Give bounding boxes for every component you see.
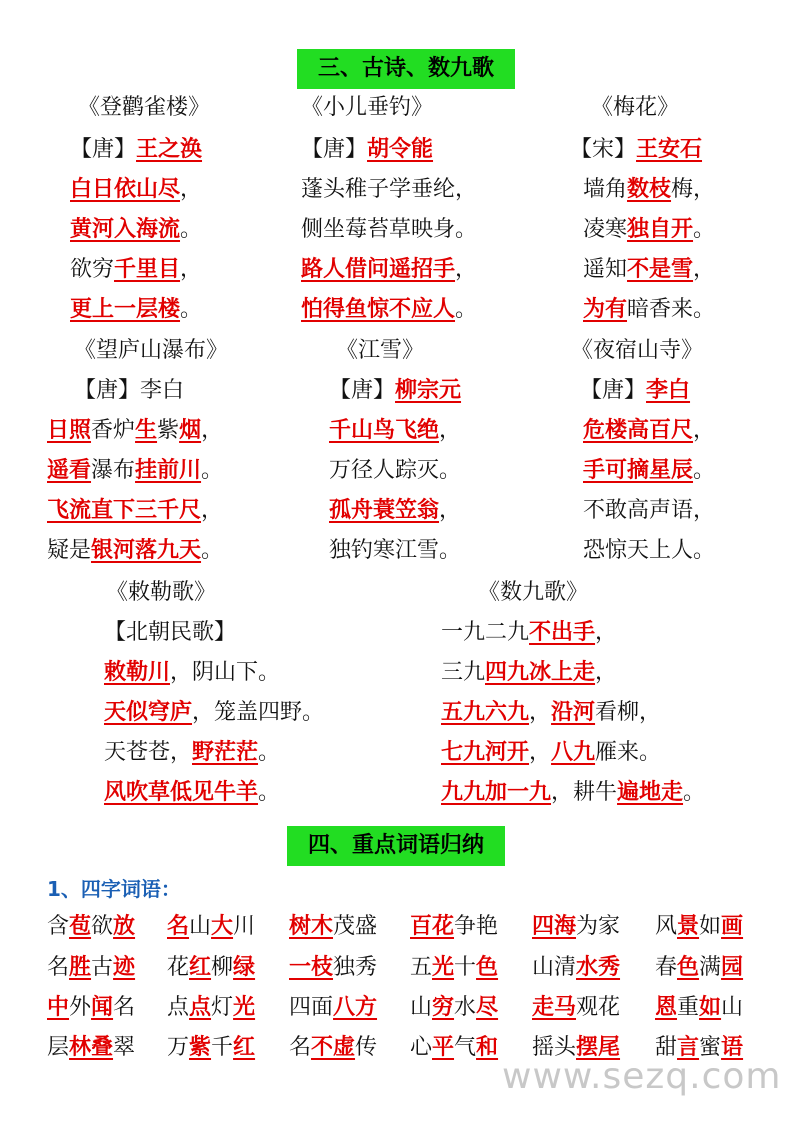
plain-text: ， (439, 498, 462, 523)
highlighted-text: 危楼高百尺 (583, 418, 694, 443)
plain-text: 【唐】 (70, 137, 137, 162)
plain-text: 。 (258, 780, 281, 805)
plain-text: 不敢高声语， (583, 498, 716, 523)
poem-line (301, 216, 477, 244)
highlighted-text: 飞流直下三千尺 (47, 498, 202, 523)
plain-text: 凌寒 (583, 217, 628, 242)
plain-text: 观花 (576, 995, 621, 1020)
idiom-item (532, 994, 620, 1022)
poem-author (441, 619, 617, 647)
poem-line (104, 699, 324, 727)
highlighted-text: 色 (677, 955, 700, 980)
idiom-item (289, 994, 377, 1022)
plain-text: ， (180, 177, 203, 202)
plain-text: 心 (410, 1035, 433, 1060)
plain-text: 。 (201, 458, 224, 483)
highlighted-text: 沿河 (551, 700, 596, 725)
plain-text: 外 (69, 995, 92, 1020)
poem-author (104, 619, 236, 647)
poem-line (441, 739, 661, 767)
plain-text: 摇头 (532, 1035, 577, 1060)
plain-text: ， (595, 620, 618, 645)
highlighted-text: 水秀 (576, 955, 621, 980)
highlighted-text: 红 (189, 955, 212, 980)
plain-text: ，耕牛 (551, 780, 618, 805)
highlighted-text: 胡令能 (367, 137, 434, 162)
poem-title: 《夜宿山寺》 (571, 338, 704, 363)
plain-text: 千 (211, 1035, 234, 1060)
plain-text: 【唐】 (329, 378, 396, 403)
highlighted-text: 九九加一九 (441, 780, 552, 805)
plain-text: 。 (180, 217, 203, 242)
plain-text: 独钓寒江雪。 (329, 538, 462, 563)
plain-text: 【唐】 (580, 378, 647, 403)
highlighted-text: 如 (699, 995, 722, 1020)
plain-text: 欲穷 (70, 257, 115, 282)
highlighted-text: 恩 (655, 995, 678, 1020)
highlighted-text: 树木 (289, 914, 334, 939)
poem-line (329, 417, 461, 445)
plain-text: 层 (47, 1035, 70, 1060)
highlighted-text: 点 (189, 995, 212, 1020)
plain-text: 茂盛 (333, 914, 378, 939)
plain-text: ，笼盖四野。 (192, 700, 325, 725)
poem-line (329, 457, 461, 485)
plain-text: 重 (677, 995, 700, 1020)
highlighted-text: 走马 (532, 995, 577, 1020)
highlighted-text: 绿 (233, 955, 256, 980)
highlighted-text: 四海 (532, 914, 577, 939)
highlighted-text: 李白 (646, 378, 691, 403)
idiom-item (532, 954, 620, 982)
plain-text: 恐惊天上人。 (583, 538, 716, 563)
words-subtitle: 1、四字词语： (47, 877, 181, 901)
plain-text: 三九 (441, 660, 486, 685)
plain-text: ， (693, 418, 716, 443)
poem-line (583, 216, 715, 244)
highlighted-text: 王安石 (636, 137, 703, 162)
plain-text: ， (693, 257, 716, 282)
highlighted-text: 路人借问遥招手 (301, 257, 456, 282)
poem-author (301, 136, 433, 164)
plain-text: 点 (167, 995, 190, 1020)
poem-author (70, 136, 202, 164)
highlighted-text: 天似穹庐 (104, 700, 193, 725)
highlighted-text: 闻 (91, 995, 114, 1020)
plain-text: 名 (113, 995, 136, 1020)
plain-text: 灯 (211, 995, 234, 1020)
plain-text: 【北朝民歌】 (104, 620, 237, 645)
highlighted-text: 柳宗元 (395, 378, 462, 403)
plain-text: 传 (355, 1035, 378, 1060)
plain-text: ， (529, 700, 552, 725)
highlighted-text: 一枝 (289, 955, 334, 980)
plain-text: 万径人踪灭。 (329, 458, 462, 483)
plain-text: 四面 (289, 995, 334, 1020)
highlighted-text: 五九六九 (441, 700, 530, 725)
poem-title: 《小儿垂钓》 (301, 95, 434, 120)
plain-text: 遥知 (583, 257, 628, 282)
poem-title: 《数九歌》 (478, 580, 589, 605)
plain-text: 春 (655, 955, 678, 980)
plain-text: 香炉 (91, 418, 136, 443)
plain-text: 含 (47, 914, 70, 939)
highlighted-text: 独自开 (627, 217, 694, 242)
plain-text: 。 (683, 780, 706, 805)
section-title-words: 四、重点词语归纳 (287, 826, 505, 866)
plain-text: 名 (47, 955, 70, 980)
idiom-item (410, 954, 498, 982)
plain-text: ， (201, 418, 224, 443)
plain-text: 一九二九 (441, 620, 530, 645)
poem-line (70, 176, 202, 204)
plain-text: 蓬头稚子学垂纶， (301, 177, 478, 202)
highlighted-text: 手可摘星辰 (583, 458, 694, 483)
poem-line (329, 537, 461, 565)
idiom-item (47, 1034, 135, 1062)
plain-text: 名 (289, 1035, 312, 1060)
idiom-item (655, 994, 743, 1022)
highlighted-text: 白日依山尽 (70, 177, 181, 202)
plain-text: 山 (721, 995, 744, 1020)
plain-text: 。 (258, 740, 281, 765)
plain-text: 翠 (113, 1035, 136, 1060)
idiom-item (167, 913, 255, 941)
poem-line (104, 739, 280, 767)
section-title-poems: 三、古诗、数九歌 (297, 49, 515, 89)
poem-line (583, 497, 715, 525)
poem-title: 《望庐山瀑布》 (74, 338, 229, 363)
poem-line (47, 497, 223, 525)
highlighted-text: 红 (233, 1035, 256, 1060)
plain-text: 雁来。 (595, 740, 662, 765)
plain-text: 川 (233, 914, 256, 939)
plain-text: 风 (655, 914, 678, 939)
poem-line (583, 256, 715, 284)
highlighted-text: 八方 (333, 995, 378, 1020)
plain-text: 独秀 (333, 955, 378, 980)
plain-text: 山清 (532, 955, 577, 980)
poem-line (47, 537, 223, 565)
plain-text: ， (595, 660, 618, 685)
plain-text: ， (439, 418, 462, 443)
plain-text: 墙角 (583, 177, 628, 202)
plain-text: 柳 (211, 955, 234, 980)
highlighted-text: 和 (476, 1035, 499, 1060)
poem-title: 《江雪》 (336, 338, 425, 363)
highlighted-text: 敕勒川 (104, 660, 171, 685)
plain-text: ， (455, 257, 478, 282)
idiom-item (289, 913, 377, 941)
plain-text: 山 (410, 995, 433, 1020)
watermark: www.sezq.com (502, 1056, 782, 1097)
idiom-item (167, 1034, 255, 1062)
highlighted-text: 色 (476, 955, 499, 980)
plain-text: 欲 (91, 914, 114, 939)
highlighted-text: 画 (721, 914, 744, 939)
highlighted-text: 不虚 (311, 1035, 356, 1060)
plain-text: 气 (454, 1035, 477, 1060)
highlighted-text: 不出手 (529, 620, 596, 645)
plain-text: 花 (167, 955, 190, 980)
plain-text: 紫 (157, 418, 180, 443)
poem-line (583, 417, 715, 445)
highlighted-text: 百花 (410, 914, 455, 939)
highlighted-text: 遥看 (47, 458, 92, 483)
plain-text: 万 (167, 1035, 190, 1060)
idiom-item (47, 913, 135, 941)
highlighted-text: 日照 (47, 418, 92, 443)
plain-text: ，阴山下。 (170, 660, 281, 685)
highlighted-text: 黄河入海流 (70, 217, 181, 242)
plain-text: 【唐】李白 (74, 378, 185, 403)
idiom-item (410, 913, 498, 941)
highlighted-text: 紫 (189, 1035, 212, 1060)
poem-line (583, 296, 715, 324)
poem-line (47, 457, 223, 485)
highlighted-text: 林叠 (69, 1035, 114, 1060)
plain-text: 【宋】 (570, 137, 637, 162)
poem-author (570, 136, 702, 164)
highlighted-text: 七九河开 (441, 740, 530, 765)
highlighted-text: 千山鸟飞绝 (329, 418, 440, 443)
highlighted-text: 名 (167, 914, 190, 939)
idiom-item (410, 994, 498, 1022)
poem-line (583, 457, 715, 485)
idiom-item (167, 954, 255, 982)
highlighted-text: 园 (721, 955, 744, 980)
plain-text: 疑是 (47, 538, 92, 563)
highlighted-text: 言 (677, 1035, 700, 1060)
highlighted-text: 数枝 (627, 177, 672, 202)
poem-author (580, 377, 690, 405)
highlighted-text: 大 (211, 914, 234, 939)
plain-text: 天苍苍， (104, 740, 193, 765)
highlighted-text: 胜 (69, 955, 92, 980)
plain-text: 山 (189, 914, 212, 939)
idiom-item (532, 913, 620, 941)
plain-text: 五 (410, 955, 433, 980)
plain-text: ， (180, 257, 203, 282)
poem-line (104, 659, 280, 687)
highlighted-text: 为有 (583, 297, 628, 322)
plain-text: 。 (693, 458, 716, 483)
poem-author (329, 377, 461, 405)
plain-text: ， (201, 498, 224, 523)
poem-line (70, 296, 202, 324)
plain-text: 看柳， (595, 700, 662, 725)
plain-text: 瀑布 (91, 458, 136, 483)
plain-text: 水 (454, 995, 477, 1020)
highlighted-text: 更上一层楼 (70, 297, 181, 322)
plain-text: 梅， (671, 177, 716, 202)
plain-text: 十 (454, 955, 477, 980)
highlighted-text: 不是雪 (627, 257, 694, 282)
idiom-item (289, 1034, 377, 1062)
poem-line (104, 779, 280, 807)
poem-line (301, 296, 477, 324)
highlighted-text: 王之涣 (136, 137, 203, 162)
highlighted-text: 中 (47, 995, 70, 1020)
plain-text: 暗香来。 (627, 297, 716, 322)
poem-line (583, 537, 715, 565)
plain-text: 为家 (576, 914, 621, 939)
plain-text: 古 (91, 955, 114, 980)
poem-line (329, 497, 461, 525)
poem-line (441, 659, 617, 687)
highlighted-text: 苞 (69, 914, 92, 939)
highlighted-text: 景 (677, 914, 700, 939)
idiom-item (655, 913, 743, 941)
highlighted-text: 尽 (476, 995, 499, 1020)
plain-text: 。 (201, 538, 224, 563)
poem-title: 《敕勒歌》 (106, 580, 217, 605)
plain-text: 争艳 (454, 914, 499, 939)
highlighted-text: 千里目 (114, 257, 181, 282)
plain-text: 。 (455, 297, 478, 322)
highlighted-text: 生 (135, 418, 158, 443)
plain-text: 甜 (655, 1035, 678, 1060)
plain-text: ， (529, 740, 552, 765)
highlighted-text: 野茫茫 (192, 740, 259, 765)
poem-author (74, 377, 184, 405)
idiom-item (289, 954, 377, 982)
poem-line (441, 779, 705, 807)
highlighted-text: 挂前川 (135, 458, 202, 483)
poem-line (441, 699, 661, 727)
plain-text: 满 (699, 955, 722, 980)
plain-text: 蜜 (699, 1035, 722, 1060)
idiom-item (47, 994, 135, 1022)
idiom-item (655, 954, 743, 982)
plain-text: 【唐】 (301, 137, 368, 162)
highlighted-text: 穷 (432, 995, 455, 1020)
highlighted-text: 摆尾 (576, 1035, 621, 1060)
highlighted-text: 平 (432, 1035, 455, 1060)
highlighted-text: 风吹草低见牛羊 (104, 780, 259, 805)
plain-text: 如 (699, 914, 722, 939)
highlighted-text: 四九冰上走 (485, 660, 596, 685)
idiom-item (47, 954, 135, 982)
plain-text: 。 (693, 217, 716, 242)
highlighted-text: 迹 (113, 955, 136, 980)
poem-line (47, 417, 223, 445)
poem-title: 《梅花》 (591, 95, 680, 120)
plain-text: 。 (180, 297, 203, 322)
highlighted-text: 放 (113, 914, 136, 939)
poem-line (301, 256, 477, 284)
highlighted-text: 烟 (179, 418, 202, 443)
highlighted-text: 光 (233, 995, 256, 1020)
idiom-item (410, 1034, 498, 1062)
poem-title: 《登鹳雀楼》 (78, 95, 211, 120)
highlighted-text: 银河落九天 (91, 538, 202, 563)
poem-line (583, 176, 715, 204)
highlighted-text: 光 (432, 955, 455, 980)
plain-text: 侧坐莓苔草映身。 (301, 217, 478, 242)
highlighted-text: 怕得鱼惊不应人 (301, 297, 456, 322)
highlighted-text: 遍地走 (617, 780, 684, 805)
highlighted-text: 孤舟蓑笠翁 (329, 498, 440, 523)
highlighted-text: 语 (721, 1035, 744, 1060)
highlighted-text: 八九 (551, 740, 596, 765)
idiom-item (167, 994, 255, 1022)
poem-line (70, 256, 202, 284)
poem-line (70, 216, 202, 244)
poem-line (301, 176, 477, 204)
